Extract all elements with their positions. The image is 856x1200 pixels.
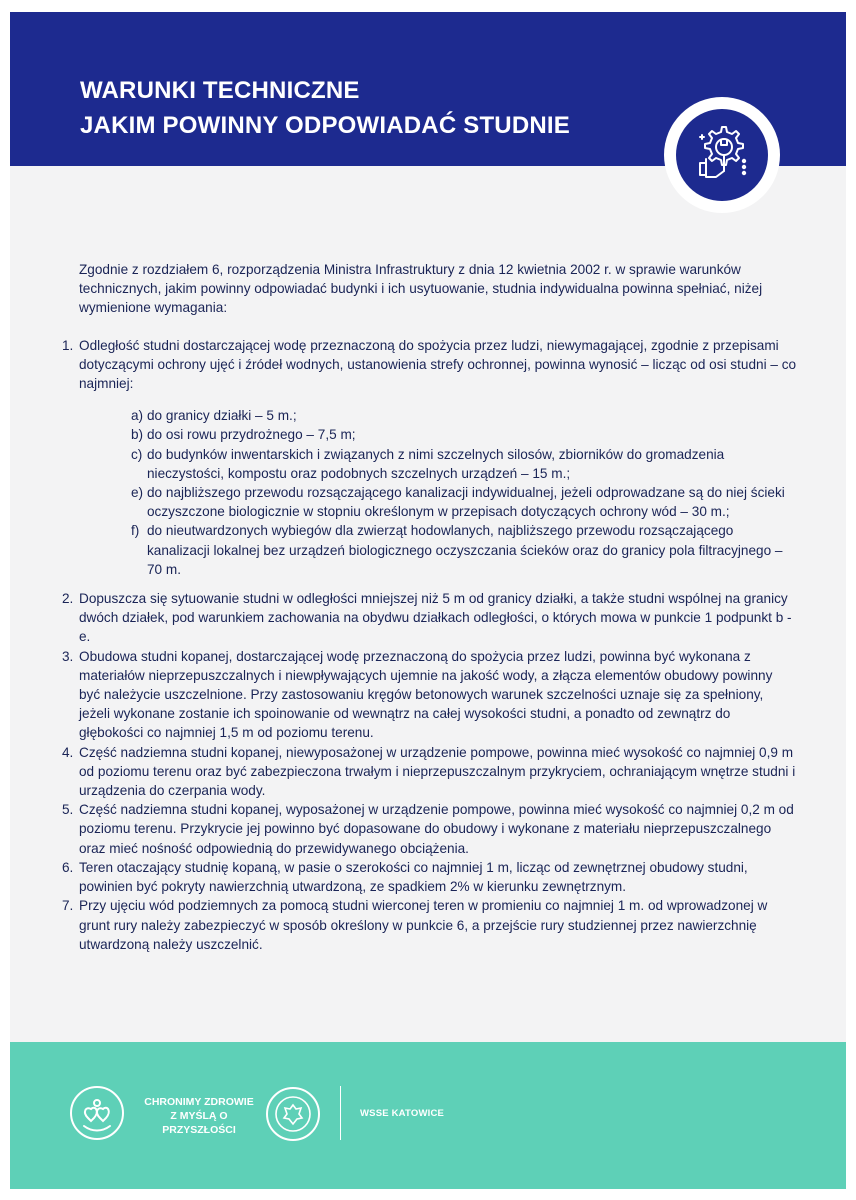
item-text: Obudowa studni kopanej, dostarczającej wodę przeznaczoną do spożycia przez ludzi, powinna być wykonana z materiałów nieprzepuszczalnych i niewpływających ujemnie na jakość wody, a złącza elementów obudowy powinny być należycie uszczelnione. Przy zastosowaniu kręgów betonowych warunek szczelności uznaje się za spełniony, jeżeli wykonane zostanie ich spoinowanie od wewnątrz na całej wysokości studni, a ponadto od zewnątrz do głębokości co najmniej 1,5 m od poziomu terenu.: [79, 648, 773, 741]
item-text: Dopuszcza się sytuowanie studni w odległości mniejszej niż 5 m od granicy działki, a także studni wspólnej na granicy dwóch działek, pod warunkiem zachowania na obydwu działkach odległości, o których mowa w punkcie 1 podpunkt b - e.: [79, 591, 792, 645]
sub-letter: e): [131, 485, 144, 501]
sub-text: do nieutwardzonych wybiegów dla zwierząt hodowlanych, najbliższego przewodu rozsączającego kanalizacji lokalnej bez urządzeń biologicznego oczyszczania ścieków oraz do granicy pola filtracyjnego – 70 m.: [147, 523, 783, 577]
sub-text: do granicy działki – 5 m.;: [147, 408, 297, 424]
slogan-line-1: CHRONIMY ZDROWIE: [144, 1096, 254, 1108]
item-text: Część nadziemna studni kopanej, niewyposażonej w urządzenie pompowe, powinna mieć wysokość co najmniej 0,9 m od poziomu terenu oraz być zabezpieczona trwałym i nieprzepuszczalnym przykryciem, ochraniającym wnętrze studni i urządzenia do czerpania wody.: [79, 744, 796, 799]
gear-wrench-hand-icon: [676, 109, 768, 201]
list-item: [62, 800, 797, 858]
title-line-2: JAKIM POWINNY ODPOWIADAĆ STUDNIE: [80, 112, 570, 139]
item-number: 4.: [62, 744, 74, 760]
document-body: [62, 260, 797, 954]
sub-letter: f): [131, 523, 140, 539]
item-number: 3.: [62, 648, 74, 664]
footer-divider: [340, 1086, 341, 1140]
sub-text: do najbliższego przewodu rozsączającego kanalizacji indywidualnej, jeżeli odprowadzane są do niej ścieki oczyszczone biologicznie w stopniu określonym w przepisach dotyczących ochrony wód – 30 m.;: [147, 485, 785, 520]
item-text: Przy ujęciu wód podziemnych za pomocą studni wierconej teren w promieniu co najmniej 1 m. od wprowadzonej w grunt rury należy zabezpieczyć w sposób określony w punkcie 6, a przejście rury studziennej przez nawierzchnię utwardzoną należy uszczelnić.: [79, 898, 768, 952]
sublist-item: [131, 483, 797, 521]
item-number: 5.: [62, 802, 74, 818]
sublist-item: [131, 521, 797, 579]
distance-sublist: [79, 406, 797, 579]
sub-letter: a): [131, 408, 144, 424]
list-item: [62, 743, 797, 801]
footer-slogan: [138, 1095, 260, 1137]
family-hearts-logo-icon: [70, 1086, 124, 1140]
title-line-1: WARUNKI TECHNICZNE: [80, 77, 360, 104]
list-item: [62, 896, 797, 954]
sub-letter: c): [131, 446, 143, 462]
item-number: 7.: [62, 898, 74, 914]
sub-letter: b): [131, 427, 144, 443]
item-number: 1.: [62, 337, 74, 353]
item-text: Część nadziemna studni kopanej, wyposażonej w urządzenie pompowe, powinna mieć wysokość co najmniej 0,2 m od poziomu terenu. Przykrycie jej powinno być dopasowane do obudowy i wykonane z materiału nieprzepuszczalnego oraz mieć nośność odpowiednią do przewidywanego obciążenia.: [79, 802, 794, 856]
sublist-item: [131, 425, 797, 444]
intro-paragraph: Zgodnie z rozdziałem 6, rozporządzenia Ministra Infrastruktury z dnia 12 kwietnia 2002 r. w sprawie warunków technicznych, jakim powinny odpowiadać budynki i ich usytuowanie, studnia indywidualna powinna spełniać, niżej wymienione wymagania:: [79, 262, 763, 316]
item-text: Teren otaczający studnię kopaną, w pasie o szerokości co najmniej 1 m, licząc od zewnętrznej obudowy studni, powinien być pokryty nawierzchnią utwardzoną, ze spadkiem 2% w kierunku zewnętrznym.: [79, 859, 748, 895]
organization-name: WSSE KATOWICE: [360, 1108, 445, 1119]
requirements-list: [62, 336, 797, 954]
eagle-emblem-icon: [266, 1087, 320, 1141]
page-title: [80, 73, 570, 143]
list-item: [62, 589, 797, 647]
item-number: 6.: [62, 859, 74, 875]
sublist-item: [131, 406, 797, 425]
sub-text: do budynków inwentarskich i związanych z nimi szczelnych silosów, zbiorników do gromadzenia nieczystości, kompostu oraz podobnych szczelnych urządzeń – 15 m.;: [147, 446, 725, 481]
list-item: [62, 858, 797, 896]
item-text: Odległość studni dostarczającej wodę przeznaczoną do spożycia przez ludzi, niewymagającej, zgodnie z przepisami dotyczącymi ochrony ujęć i źródeł wodnych, ustanowienia strefy ochronnej, powinna wynosić – licząc od osi studni – co najmniej:: [79, 337, 797, 392]
list-item: [62, 647, 797, 743]
list-item: [62, 336, 797, 579]
sub-text: do osi rowu przydrożnego – 7,5 m;: [147, 427, 356, 443]
slogan-line-2: Z MYŚLĄ O PRZYSZŁOŚCI: [162, 1110, 236, 1136]
item-number: 2.: [62, 591, 74, 607]
sublist-item: [131, 445, 797, 483]
